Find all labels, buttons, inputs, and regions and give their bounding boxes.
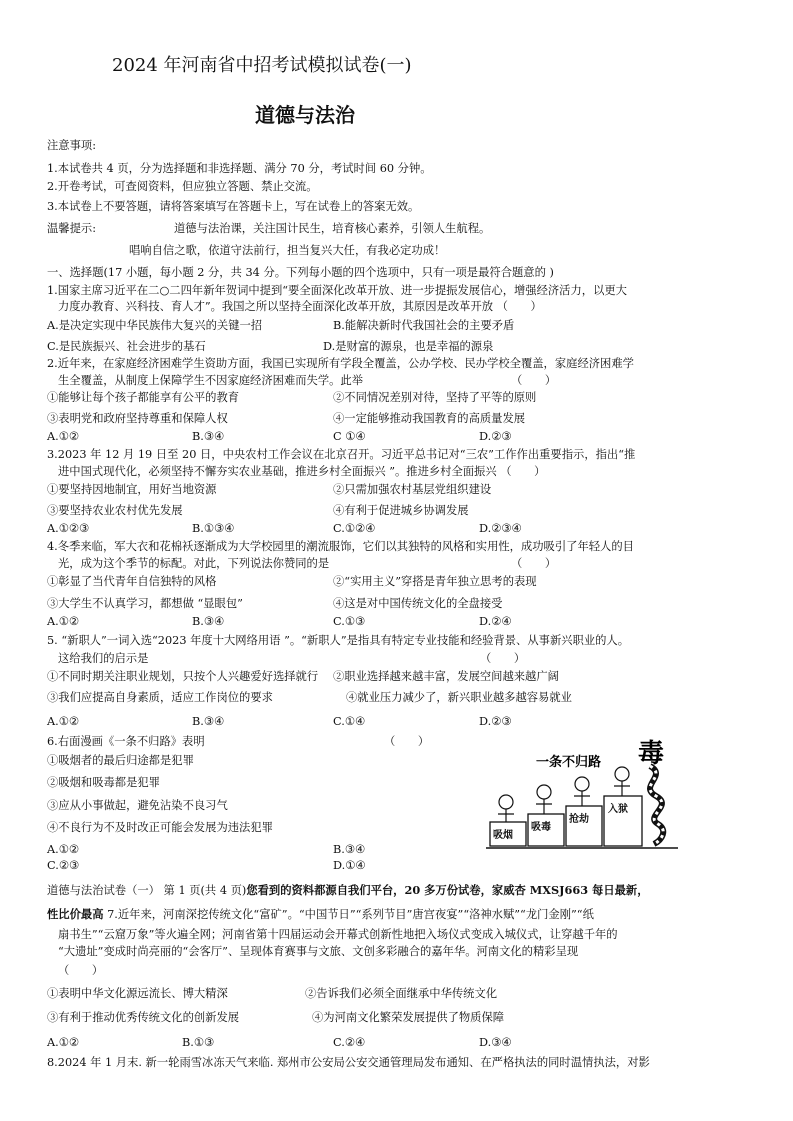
exam-subject: 道德与法治 <box>255 103 355 127</box>
q2-statement-3: ③表明党和政府坚持尊重和保障人权 <box>47 412 228 425</box>
q7-option-a: A.①② <box>47 1036 80 1049</box>
notice-heading: 注意事项: <box>47 139 96 152</box>
q4-option-a: A.①② <box>47 615 80 628</box>
snake-head-character: 毒 <box>638 739 665 769</box>
q6-answer-paren: （ ） <box>384 735 430 748</box>
page-footer <box>47 882 649 900</box>
q5-option-c: C.①④ <box>333 715 366 728</box>
q7-statement-2: ②告诉我们必须全面继承中华传统文化 <box>305 987 498 1000</box>
q5-option-b: B.③④ <box>192 715 225 728</box>
q2-option-b: B.③④ <box>192 430 225 443</box>
q2-option-c: C ①④ <box>333 430 366 443</box>
q3-option-b: B.①③④ <box>192 522 235 535</box>
q4-statement-4: ④这是对中国传统文化的全盘接受 <box>333 597 503 610</box>
q7-option-c: C.②④ <box>333 1036 366 1049</box>
tip-label: 温馨提示: <box>47 222 96 235</box>
tip-line-2: 唱响自信之歌，依道守法前行，担当复兴大任，有我必定功成！ <box>129 244 446 257</box>
q3-option-a: A.①②③ <box>47 522 90 535</box>
q5-option-a: A.①② <box>47 715 80 728</box>
q6-statement-1: ①吸烟者的最后归途都是犯罪 <box>47 754 194 767</box>
q1-option-d: D.是财富的源泉，也是幸福的源泉 <box>323 340 494 353</box>
q5-statement-4: ④就业压力减少了，新兴职业越多越容易就业 <box>346 691 572 704</box>
q4-option-c: C.①③ <box>333 615 366 628</box>
q5-stem-line-1: 5. “新职人”一词入选“2023 年度十大网络用语 ”。“新职人”是指具有特定专业技能和经验背景、从事新兴职业的人。 <box>47 634 630 647</box>
cartoon-box-drugs: 吸毒 <box>531 822 551 833</box>
q8-stem-line-1: 8.2024 年 1 月末. 新一轮雨雪冰冻天气来临. 郑州市公安局公安交通管理局发布通知、在严格执法的同时温情执法，对影 <box>47 1056 650 1069</box>
q3-option-d: D.②③④ <box>479 522 522 535</box>
q2-answer-paren: （ ） <box>511 374 557 387</box>
notice-item-2: 2.开卷考试，可查阅资料，但应独立答题、禁止交流。 <box>47 180 318 193</box>
cartoon-box-robbery: 抢劫 <box>569 814 589 825</box>
q5-statement-1: ①不同时期关注职业规划，只按个人兴趣爱好选择就行 <box>47 670 319 683</box>
q1-stem-line-1: 1.国家主席习近平在二○二四年新年贺词中提到“要全面深化改革开放、进一步提振发展信心，增强经济活力，以更大 <box>47 284 627 297</box>
q1-option-b: B.能解决新时代我国社会的主要矛盾 <box>333 319 515 332</box>
notice-item-3: 3.本试卷上不要答题，请将答案填写在答题卡上，写在试卷上的答案无效。 <box>47 200 420 213</box>
tip-line-1: 道德与法治课，关注国计民生，培育核心素养，引领人生航程。 <box>174 222 491 235</box>
q6-statement-2: ②吸烟和吸毒都是犯罪 <box>47 776 160 789</box>
section-heading: 一、选择题(17 小题，每小题 2 分，共 34 分。下列每小题的四个选项中，只有一项是最符合题意的 ) <box>47 266 554 279</box>
exam-title: 2024 年河南省中招考试模拟试卷(一) <box>112 55 412 76</box>
q4-answer-paren: （ ） <box>511 557 557 570</box>
q4-statement-2: ②“实用主义”穿搭是青年独立思考的表现 <box>333 575 537 588</box>
q7-answer-paren: （ ） <box>58 964 104 977</box>
q4-stem-line-2: 光，成为这个季节的标配。对此，下列说法你赞同的是 <box>58 557 330 570</box>
q3-statement-2: ②只需加强农村基层党组织建设 <box>333 483 492 496</box>
q1-option-a: A.是决定实现中华民族伟大复兴的关键一招 <box>47 319 263 332</box>
q5-option-d: D.②③ <box>479 715 512 728</box>
q6-stem: 6.右面漫画《一条不归路》表明 <box>47 735 205 748</box>
q6-statement-3: ③应从小事做起，避免沾染不良习气 <box>47 799 228 812</box>
q2-statement-4: ④一定能够推动我国教育的高质量发展 <box>333 412 526 425</box>
cartoon-no-return-road <box>478 732 758 862</box>
q3-stem-line-1: 3.2023 年 12 月 19 日至 20 日，中央农村工作会议在北京召开。习近平总书记对“三农”工作作出重要指示，指出“推 <box>47 448 636 461</box>
q1-option-c: C.是民族振兴、社会进步的基石 <box>47 340 206 353</box>
q6-option-b: B.③④ <box>333 843 366 856</box>
q7-option-d: D.③④ <box>479 1036 512 1049</box>
q2-option-d: D.②③ <box>479 430 512 443</box>
q4-statement-3: ③大学生不认真学习，都想做 “显眼包” <box>47 597 243 610</box>
q7-statement-4: ④为河南文化繁荣发展提供了物质保障 <box>312 1011 505 1024</box>
q3-statement-1: ①要坚持因地制宜，用好当地资源 <box>47 483 217 496</box>
cartoon-caption: 一条不归路 <box>536 755 602 770</box>
q7-stem-line-1: 性比价最高 7.近年来，河南深挖传统文化“富矿”。“中国节日”“系列节目”唐宫夜宴”“洛神水赋”“龙门金刚”“纸 <box>47 907 594 921</box>
q5-answer-paren: （ ） <box>480 652 526 665</box>
cartoon-box-prison: 入狱 <box>608 804 628 815</box>
q7-statement-3: ③有利于推动优秀传统文化的创新发展 <box>47 1011 240 1024</box>
q3-statement-4: ④有利于促进城乡协调发展 <box>333 504 469 517</box>
q4-option-b: B.③④ <box>192 615 225 628</box>
q5-statement-3: ③我们应提高自身素质，适应工作岗位的要求 <box>47 691 273 704</box>
q2-statement-1: ①能够让每个孩子都能享有公平的教育 <box>47 391 240 404</box>
q6-option-d: D.①④ <box>333 859 366 872</box>
q2-option-a: A.①② <box>47 430 80 443</box>
footer-promo-line-2: 性比价最高 <box>47 907 104 921</box>
footer-page-number: 道德与法治试卷（一） 第 1 页(共 4 页) <box>47 884 247 897</box>
q1-stem-line-2: 力度办教育、兴科技、育人才”。我国之所以坚持全面深化改革开放，其原因是改革开放 （ ） <box>58 300 542 313</box>
q6-statement-4: ④不良行为不及时改正可能会发展为违法犯罪 <box>47 821 273 834</box>
q2-stem-line-2: 生全覆盖，从制度上保障学生不因家庭经济困难而失学。此举 <box>58 374 364 387</box>
q4-stem-line-1: 4.冬季来临，军大衣和花棉袄逐渐成为大学校园里的潮流服饰，它们以其独特的风格和实用性，成功吸引了年轻人的目 <box>47 540 634 553</box>
q6-option-c: C.②③ <box>47 859 80 872</box>
q7-stem-line-3: “大遗址”变成时尚亮丽的“会客厅”、呈现体育赛事与文旅、文创多彩融合的嘉年华。河南文化的精彩呈现 <box>58 945 579 958</box>
q3-statement-3: ③要坚持农业农村优先发展 <box>47 504 183 517</box>
q4-option-d: D.②④ <box>479 615 512 628</box>
q6-option-a: A.①② <box>47 843 80 856</box>
q5-stem-line-2: 这给我们的启示是 <box>58 652 149 665</box>
q2-statement-2: ②不同情况差别对待，坚持了平等的原则 <box>333 391 537 404</box>
footer-promo-line-1: 您看到的资料都源自我们平台，20 多万份试卷，家威杏 MXSJ663 每日最新， <box>246 883 649 897</box>
q3-option-c: C.①②④ <box>333 522 376 535</box>
cartoon-box-smoking: 吸烟 <box>493 830 513 841</box>
q7-stem-line-2: 扇书生”“云窟万象”等火遍全网；河南省第十四届运动会开幕式创新性地把入场仪式变成入城仪式，让穿越千年的 <box>58 928 618 941</box>
notice-item-1: 1.本试卷共 4 页，分为选择题和非选择题、满分 70 分，考试时间 60 分钟。 <box>47 162 432 175</box>
q2-stem-line-1: 2.近年来，在家庭经济困难学生资助方面，我国已实现所有学段全覆盖，公办学校、民办学校全覆盖，家庭经济困难学 <box>47 357 634 370</box>
q7-statement-1: ①表明中华文化源远流长、博大精深 <box>47 987 228 1000</box>
q7-option-b: B.①③ <box>182 1036 215 1049</box>
q4-statement-1: ①彰显了当代青年自信独特的风格 <box>47 575 217 588</box>
q5-statement-2: ②职业选择越来越丰富，发展空间越来越广阔 <box>333 670 559 683</box>
q3-stem-line-2: 进中国式现代化，必须坚持不懈夯实农业基础，推进乡村全面振兴 ”。推进乡村全面振兴 （ ） <box>58 465 546 478</box>
